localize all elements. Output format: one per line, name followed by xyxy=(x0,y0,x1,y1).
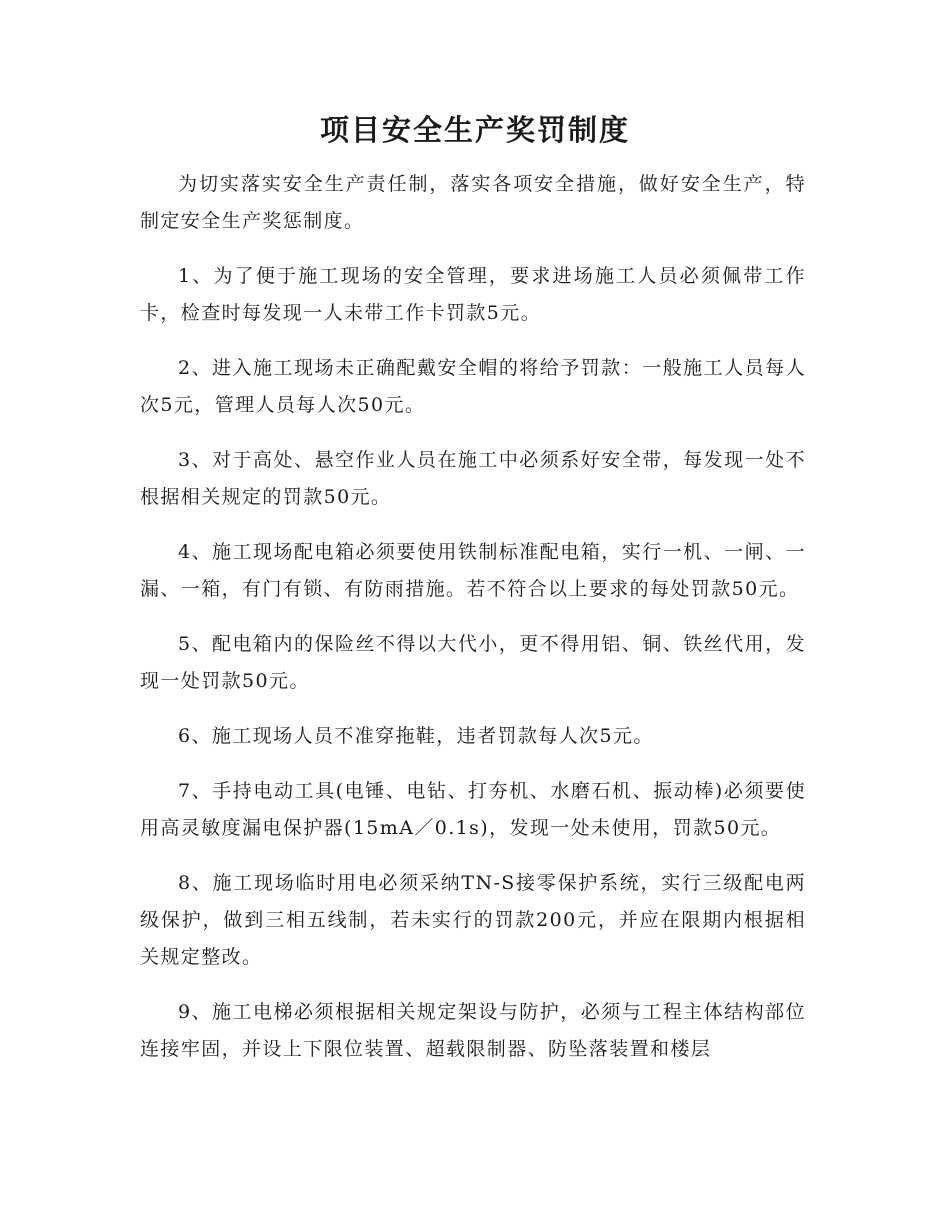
rule-1-paragraph: 1、为了便于施工现场的安全管理，要求进场施工人员必须佩带工作卡，检查时每发现一人未带工作卡罚款5元。 xyxy=(140,265,806,324)
document-body xyxy=(140,166,806,1086)
document-title: 项目安全生产奖罚制度 xyxy=(319,113,630,147)
rule-8-paragraph: 8、施工现场临时用电必须采纳TN-S接零保护系统，实行三级配电两级保护，做到三相五线制，若未实行的罚款200元，并应在限期内根据相关规定整改。 xyxy=(140,872,806,968)
rule-3-paragraph: 3、对于高处、悬空作业人员在施工中必须系好安全带，每发现一处不根据相关规定的罚款50元。 xyxy=(140,449,806,508)
rule-4-paragraph: 4、施工现场配电箱必须要使用铁制标准配电箱，实行一机、一闸、一漏、一箱，有门有锁、有防雨措施。若不符合以上要求的每处罚款50元。 xyxy=(140,541,806,600)
rule-5-paragraph: 5、配电箱内的保险丝不得以大代小，更不得用铝、铜、铁丝代用，发现一处罚款50元。 xyxy=(140,633,806,692)
rule-9-paragraph: 9、施工电梯必须根据相关规定架设与防护，必须与工程主体结构部位连接牢固，并设上下限位装置、超载限制器、防坠落装置和楼层 xyxy=(140,1001,806,1060)
rule-2-paragraph: 2、进入施工现场未正确配戴安全帽的将给予罚款：一般施工人员每人次5元，管理人员每人次50元。 xyxy=(140,357,806,416)
rule-6-paragraph: 6、施工现场人员不准穿拖鞋，违者罚款每人次5元。 xyxy=(178,725,654,747)
rule-7-paragraph: 7、手持电动工具(电锤、电钻、打夯机、水磨石机、振动棒)必须要使用高灵敏度漏电保护器(15mA／0.1s)，发现一处未使用，罚款50元。 xyxy=(140,780,806,839)
intro-paragraph: 为切实落实安全生产责任制，落实各项安全措施，做好安全生产，特制定安全生产奖惩制度。 xyxy=(140,173,806,232)
